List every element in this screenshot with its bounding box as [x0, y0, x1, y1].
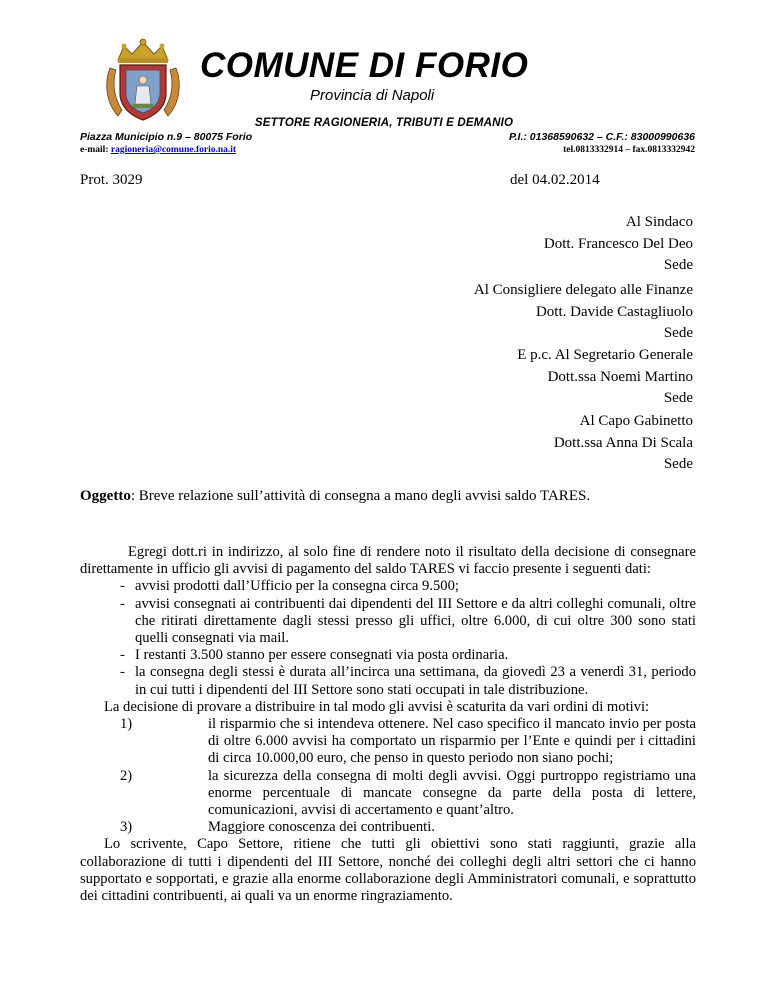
item-number: 3) [120, 819, 133, 836]
recipient-name: Dott.ssa Anna Di Scala [553, 434, 693, 451]
subject-label: Oggetto [80, 488, 131, 504]
bullet-dash: - [120, 595, 125, 612]
recipient-name: Dott.ssa Noemi Martino [547, 368, 693, 385]
recipient-title: Al Sindaco [625, 214, 693, 230]
recipient-location: Sede [663, 390, 693, 406]
recipient-location: Sede [663, 257, 693, 273]
recipient-block [474, 280, 693, 345]
bullet-dash: - [120, 664, 125, 681]
recipient-title: Al Consigliere delegato alle Finanze [473, 282, 693, 298]
subject-text: : Breve relazione sull’attività di consegna a mano degli avvisi saldo TARES. [130, 488, 591, 504]
motives-paragraph [80, 699, 696, 716]
intro-paragraph: Egregi dott.ri in indirizzo, al solo fine di rendere noto il risultato della decisione di consegnare direttamente in ufficio gli avvisi di pagamento del saldo TARES vi faccio presente i seguenti dati: [80, 544, 696, 578]
province-name: Provincia di Napoli [310, 87, 435, 104]
email-line [80, 145, 236, 155]
item-text: il risparmio che si intendeva ottenere. Nel caso specifico il mancato invio per posta di oltre 6.000 avvisi ha comportato un risparmio per l’Ente e quindi per i cittadini di circa 10.000,00 euro, che penso in questo periodo non siano pochi; [208, 716, 696, 767]
list-item [80, 596, 696, 648]
recipient-block [517, 345, 693, 410]
office-address: Piazza Municipio n.9 – 80075 Forio [80, 131, 253, 143]
municipal-coat-of-arms-icon [104, 38, 182, 122]
vat-tax-codes: P.I.: 01368590632 – C.F.: 83000990636 [508, 131, 695, 143]
numbered-item [80, 716, 696, 768]
bullet-dash: - [120, 578, 125, 595]
recipient-block [544, 212, 693, 277]
list-item-text: la consegna degli stessi è durata all’incirca una settimana, da giovedì 23 a venerdì 31, periodo in cui tutti i dipendenti del III Settore sono stati occupati in tale distribuzione. [135, 664, 696, 698]
recipient-location: Sede [663, 456, 693, 472]
phone-fax: tel.0813332914 – fax.0813332942 [563, 145, 695, 155]
motives-intro-text: La decisione di provare a distribuire in tal modo gli avvisi è scaturita da vari ordini di motivi: [104, 698, 650, 715]
item-number: 1) [120, 716, 133, 733]
letter-body [80, 544, 696, 905]
email-label: e-mail: [80, 145, 111, 155]
email-link[interactable]: ragioneria@comune.forio.na.it [110, 145, 237, 155]
item-number: 2) [120, 767, 133, 784]
closing-paragraph: Lo scrivente, Capo Settore, ritiene che tutti gli obiettivi sono stati raggiunti, grazie alla collaborazione di tutti i dipendenti del III Settore, nonché dei colleghi degli altri settori che ci hanno supportato e sopportati, e grazie alla enorme collaborazione degli Amministratori comunali, e soprattutto dei cittadini contribuenti, ai quali va un enorme ringraziamento. [80, 836, 696, 905]
bullet-dash: - [120, 647, 125, 664]
numbered-item [80, 819, 696, 836]
subject-line [80, 488, 590, 505]
numbered-item [80, 768, 696, 820]
item-text: Maggiore conoscenza dei contribuenti. [208, 819, 435, 836]
recipient-title: Al Capo Gabinetto [579, 413, 693, 429]
recipient-title: E p.c. Al Segretario Generale [517, 347, 693, 363]
recipient-name: Dott. Francesco Del Deo [543, 235, 693, 252]
list-item [80, 647, 696, 664]
list-item [80, 578, 696, 595]
item-text: la sicurezza della consegna di molti degli avvisi. Oggi purtroppo registriamo una enorme percentuale di mancate consegne da parte della posta di lettere, comunicazioni, avvisi di accertamento e quant’altro. [208, 767, 696, 819]
municipality-title: COMUNE DI FORIO [200, 46, 529, 85]
list-item-text: I restanti 3.500 stanno per essere consegnati via posta ordinaria. [135, 647, 509, 664]
recipient-name: Dott. Davide Castagliuolo [535, 303, 693, 320]
letter-date: del 04.02.2014 [510, 172, 600, 188]
protocol-number: Prot. 3029 [80, 172, 143, 188]
list-item-text: avvisi consegnati ai contribuenti dai dipendenti del III Settore e da altri colleghi comunali, oltre che ritirati direttamente dagli stessi presso gli uffici, oltre 6.000, di cui oltre 300 sono stati quelli consegnati via mail. [135, 595, 696, 647]
list-item [80, 664, 696, 698]
department-name: SETTORE RAGIONERIA, TRIBUTI E DEMANIO [254, 117, 514, 129]
recipient-location: Sede [663, 325, 693, 341]
recipient-block [554, 411, 693, 476]
list-item-text: avvisi prodotti dall’Ufficio per la consegna circa 9.500; [135, 578, 459, 595]
